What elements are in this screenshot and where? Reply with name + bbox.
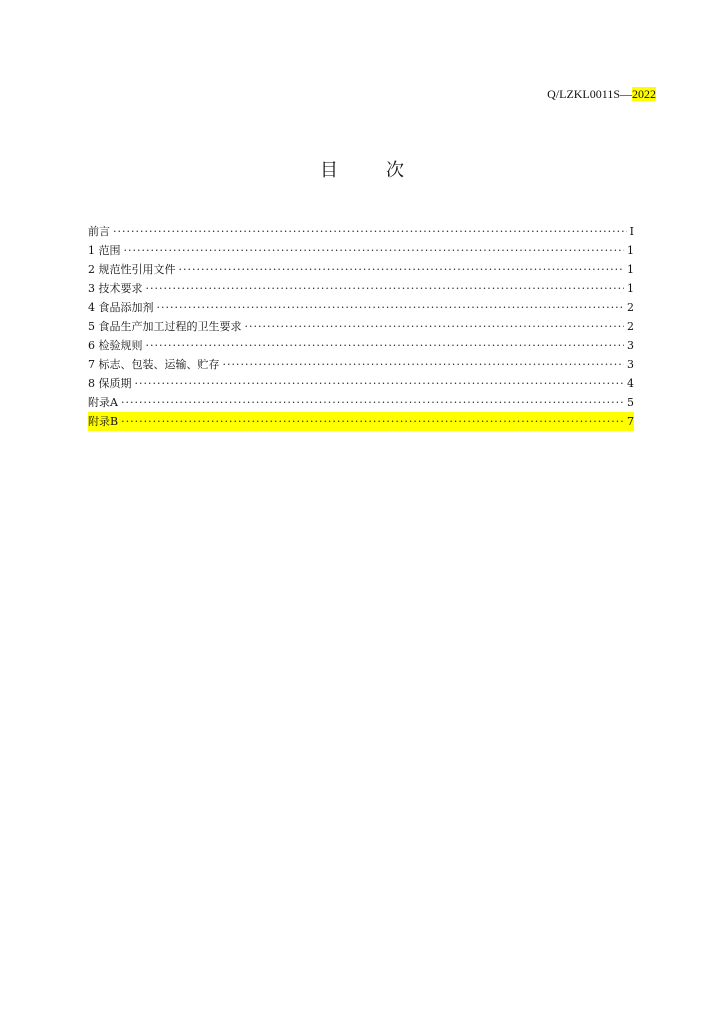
toc-entry-appendix-a[interactable]: [88, 393, 634, 412]
toc-entry-7[interactable]: [88, 355, 634, 374]
toc-entry-page: 3: [627, 339, 634, 352]
toc-leader-dots: [135, 374, 625, 393]
toc-entry-page: 1: [627, 282, 634, 295]
table-of-contents: [88, 222, 634, 431]
toc-leader-dots: [121, 393, 624, 412]
toc-entry-page: 1: [627, 244, 634, 257]
document-code-prefix: Q/LZKL0011S—: [547, 87, 632, 101]
toc-entry-page: 3: [627, 358, 634, 371]
toc-entry-label: 3 技术要求: [88, 282, 143, 295]
toc-leader-dots: [124, 241, 625, 260]
toc-entry-label: 2 规范性引用文件: [88, 263, 176, 276]
toc-leader-dots: [121, 412, 624, 431]
toc-leader-dots: [146, 336, 625, 355]
toc-entry-appendix-b[interactable]: [88, 412, 634, 431]
toc-entry-label: 4 食品添加剂: [88, 301, 154, 314]
toc-entry-6[interactable]: [88, 336, 634, 355]
toc-entry-page: 2: [627, 301, 634, 314]
toc-title: [0, 156, 724, 182]
toc-entry-1[interactable]: [88, 241, 634, 260]
toc-entry-label: 8 保质期: [88, 377, 132, 390]
toc-entry-label: 附录A: [88, 396, 118, 409]
toc-leader-dots: [157, 298, 625, 317]
toc-leader-dots: [223, 355, 625, 374]
toc-leader-dots: [113, 222, 627, 241]
toc-entry-label: 1 范围: [88, 244, 121, 257]
toc-entry-label: 7 标志、包装、运输、贮存: [88, 358, 220, 371]
toc-leader-dots: [179, 260, 625, 279]
document-code: [547, 87, 656, 102]
toc-title-char-1: 目: [320, 160, 338, 181]
toc-entry-label: 前言: [88, 225, 110, 238]
toc-entry-label: 5 食品生产加工过程的卫生要求: [88, 320, 242, 333]
toc-entry-5[interactable]: [88, 317, 634, 336]
toc-entry-page: 7: [627, 415, 634, 428]
toc-entry-page: 4: [627, 377, 634, 390]
toc-entry-4[interactable]: [88, 298, 634, 317]
toc-leader-dots: [146, 279, 625, 298]
toc-entry-preface[interactable]: [88, 222, 634, 241]
toc-entry-3[interactable]: [88, 279, 634, 298]
toc-entry-label: 6 检验规则: [88, 339, 143, 352]
document-code-year: 2022: [632, 87, 656, 101]
toc-entry-page: I: [629, 225, 634, 238]
toc-entry-8[interactable]: [88, 374, 634, 393]
toc-entry-page: 5: [627, 396, 634, 409]
toc-title-char-2: 次: [386, 160, 404, 181]
toc-leader-dots: [245, 317, 625, 336]
toc-entry-page: 2: [627, 320, 634, 333]
toc-entry-label: 附录B: [88, 415, 119, 428]
toc-entry-2[interactable]: [88, 260, 634, 279]
toc-entry-page: 1: [627, 263, 634, 276]
